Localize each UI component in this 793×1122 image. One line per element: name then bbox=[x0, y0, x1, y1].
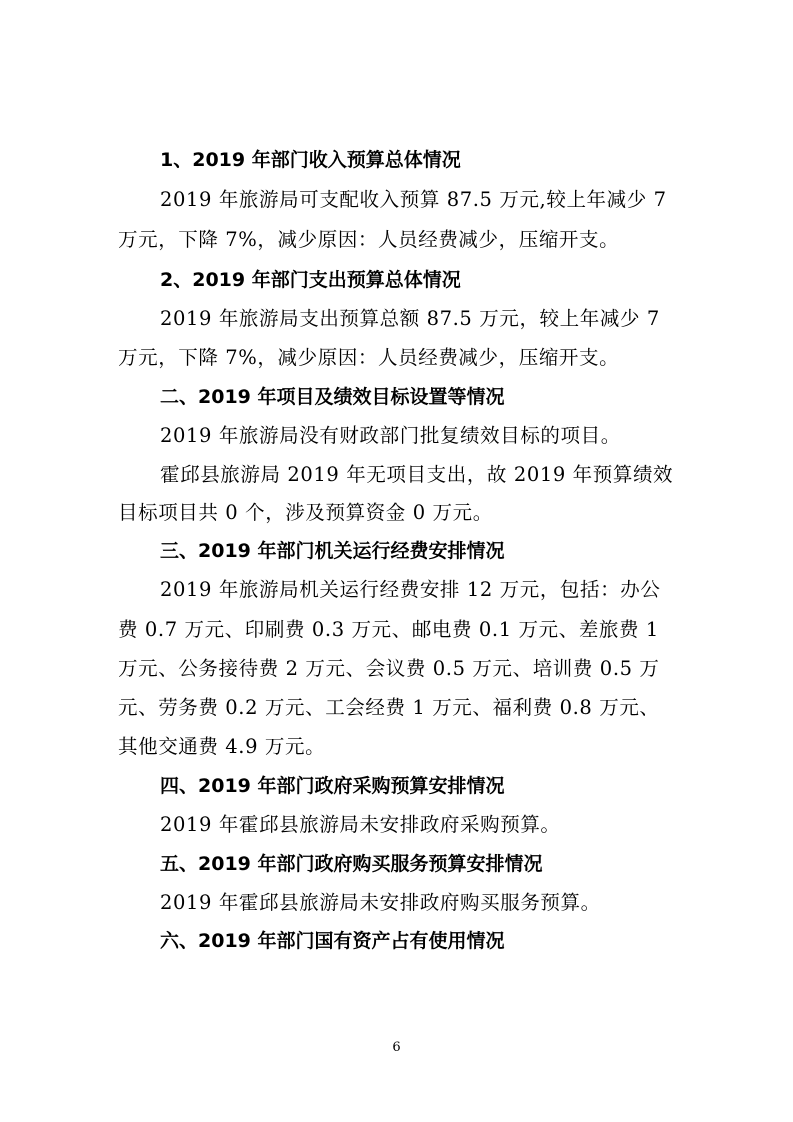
paragraph-line: 2019 年旅游局机关运行经费安排 12 万元，包括：办公 bbox=[160, 578, 661, 601]
paragraph-line: 霍邱县旅游局 2019 年无项目支出，故 2019 年预算绩效 bbox=[160, 463, 674, 486]
paragraph-line: 万元、公务接待费 2 万元、会议费 0.5 万元、培训费 0.5 万 bbox=[118, 657, 660, 680]
paragraph-line: 2019 年旅游局没有财政部门批复绩效目标的项目。 bbox=[160, 424, 621, 447]
paragraph-line: 2019 年旅游局可支配收入预算 87.5 万元,较上年减少 7 bbox=[160, 188, 667, 211]
heading-expenditure-budget: 2、2019 年部门支出预算总体情况 bbox=[160, 269, 461, 291]
heading-purchased-services: 五、2019 年部门政府购买服务预算安排情况 bbox=[160, 853, 543, 875]
heading-government-procurement: 四、2019 年部门政府采购预算安排情况 bbox=[160, 775, 505, 797]
heading-operating-expenses: 三、2019 年部门机关运行经费安排情况 bbox=[160, 540, 505, 562]
paragraph-line: 元、劳务费 0.2 万元、工会经费 1 万元、福利费 0.8 万元、 bbox=[118, 696, 660, 719]
paragraph-line: 2019 年霍邱县旅游局未安排政府采购预算。 bbox=[160, 813, 561, 836]
paragraph-line: 2019 年旅游局支出预算总额 87.5 万元，较上年减少 7 bbox=[160, 307, 660, 330]
paragraph-line: 其他交通费 4.9 万元。 bbox=[118, 735, 326, 758]
heading-performance-targets: 二、2019 年项目及绩效目标设置等情况 bbox=[160, 386, 505, 408]
paragraph-line: 2019 年霍邱县旅游局未安排政府购买服务预算。 bbox=[160, 891, 601, 914]
paragraph-line: 万元，下降 7%，减少原因：人员经费减少，压缩开支。 bbox=[118, 346, 620, 369]
paragraph-line: 万元，下降 7%，减少原因：人员经费减少，压缩开支。 bbox=[118, 228, 620, 251]
heading-income-budget: 1、2019 年部门收入预算总体情况 bbox=[160, 149, 461, 171]
page-number: 6 bbox=[392, 1040, 401, 1055]
heading-state-assets: 六、2019 年部门国有资产占有使用情况 bbox=[160, 930, 505, 952]
paragraph-line: 费 0.7 万元、印刷费 0.3 万元、邮电费 0.1 万元、差旅费 1 bbox=[118, 618, 659, 641]
paragraph-line: 目标项目共 0 个，涉及预算资金 0 万元。 bbox=[118, 501, 493, 524]
